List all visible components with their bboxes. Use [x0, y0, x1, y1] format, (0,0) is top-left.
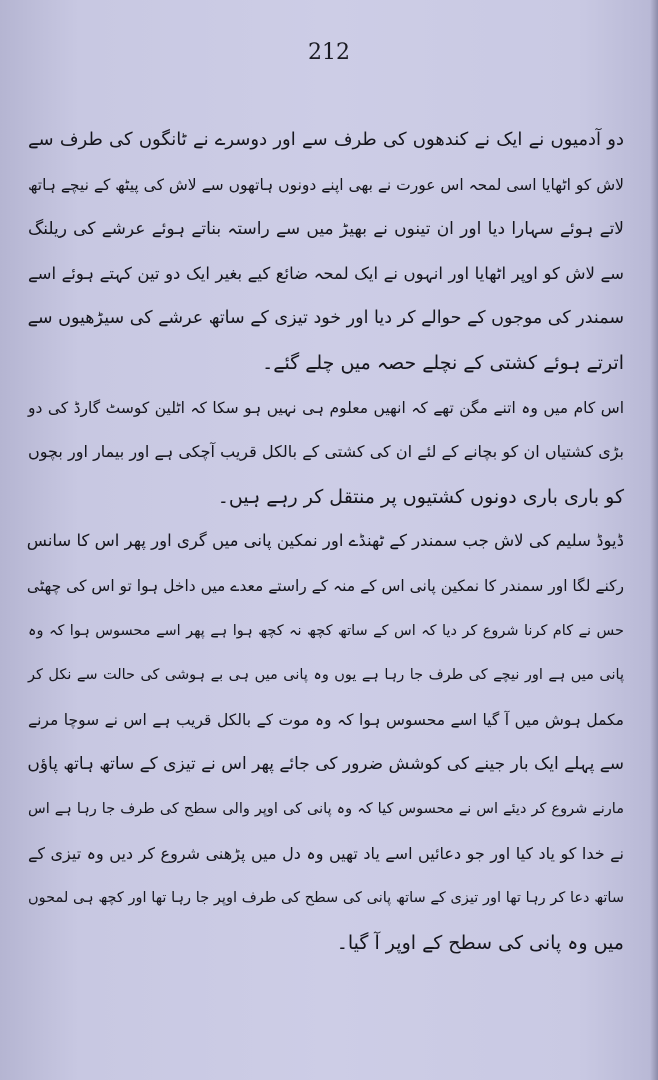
text-line: میں وہ پانی کی سطح کے اوپر آ گیا۔: [336, 931, 624, 954]
text-line: بڑی کشتیاں ان کو بچانے کے لئے ان کی کشتی کے بالکل قریب آچکی ہے اور بیمار اور بچوں: [28, 442, 624, 462]
paragraph-2: [28, 386, 624, 520]
text-line: رکنے لگا اور سمندر کا نمکین پانی اس کے منہ کے راستے معدے میں داخل ہوا تو اس کی چھٹی: [26, 576, 624, 595]
text-line: دو آدمیوں نے ایک نے کندھوں کی طرف سے اور دوسرے نے ٹانگوں کی طرف سے: [28, 129, 624, 150]
paragraph-3: [28, 519, 624, 965]
text-line: ڈیوڈ سلیم کی لاش جب سمندر کے ٹھنڈے اور نمکین پانی میں گری اور پھر اس کا سانس: [26, 531, 624, 551]
text-line: حس نے کام کرنا شروع کر دیا کہ اس کے ساتھ کچھ نہ کچھ ہوا ہے پھر اسے محسوس ہوا کہ وہ: [28, 622, 624, 639]
text-line: سے لاش کو اوپر اٹھایا اور انہوں نے ایک لمحہ ضائع کیے بغیر ایک دو تین کہتے ہوئے اسے: [28, 263, 624, 283]
text-line: مارنے شروع کر دیئے اس نے محسوس کیا کہ وہ پانی کی اوپر والی سطح کی طرف جا رہا ہے اس: [28, 800, 624, 817]
body-text: [28, 118, 624, 965]
text-line: پانی میں ہے اور نیچے کی طرف جا رہا ہے یوں وہ پانی میں ہی بے ہوشی کی حالت سے نکل کر: [28, 667, 624, 684]
text-line: کو باری باری دونوں کشتیوں پر منتقل کر رہے ہیں۔: [217, 485, 624, 508]
paragraph-1: [28, 118, 624, 386]
text-line: لاش کو اٹھایا اسی لمحہ اس عورت نے بھی اپنے دونوں ہاتھوں سے لاش کی پیٹھ کے نیچے ہاتھ: [28, 175, 624, 194]
text-line: اس کام میں وہ اتنے مگن تھے کہ انھیں معلوم ہی نہیں ہو سکا کہ اٹلین کوسٹ گارڈ کی دو: [28, 398, 624, 417]
text-line: اترتے ہوئے کشتی کے نچلے حصہ میں چلے گئے۔: [262, 351, 624, 374]
text-line: مکمل ہوش میں آ گیا اسے محسوس ہوا کہ وہ موت کے بالکل قریب ہے اس نے سوچا مرنے: [28, 710, 624, 729]
text-line: سمندر کی موجوں کے حوالے کر دیا اور خود تیزی کے ساتھ عرشے کی سیڑھیوں سے: [27, 308, 624, 329]
text-line: سے پہلے ایک بار جینے کی کوشش ضرور کی جائے پھر اس نے تیزی کے ساتھ ہاتھ پاؤں: [27, 754, 624, 775]
text-line: ساتھ دعا کر رہا تھا اور تیزی کے ساتھ پانی کی سطح کی طرف اوپر جا رہا تھا اور کچھ ہی لمحوں: [28, 890, 624, 907]
text-line: نے خدا کو یاد کیا اور جو دعائیں اسے یاد تھیں وہ دل میں پڑھنی شروع کر دیں وہ تیزی کے: [28, 843, 624, 863]
page-number: 212: [308, 40, 350, 65]
text-line: لاتے ہوئے سہارا دیا اور ان تینوں نے بھیڑ میں سے راستہ بناتے ہوئے عرشے کی ریلنگ: [28, 219, 624, 240]
